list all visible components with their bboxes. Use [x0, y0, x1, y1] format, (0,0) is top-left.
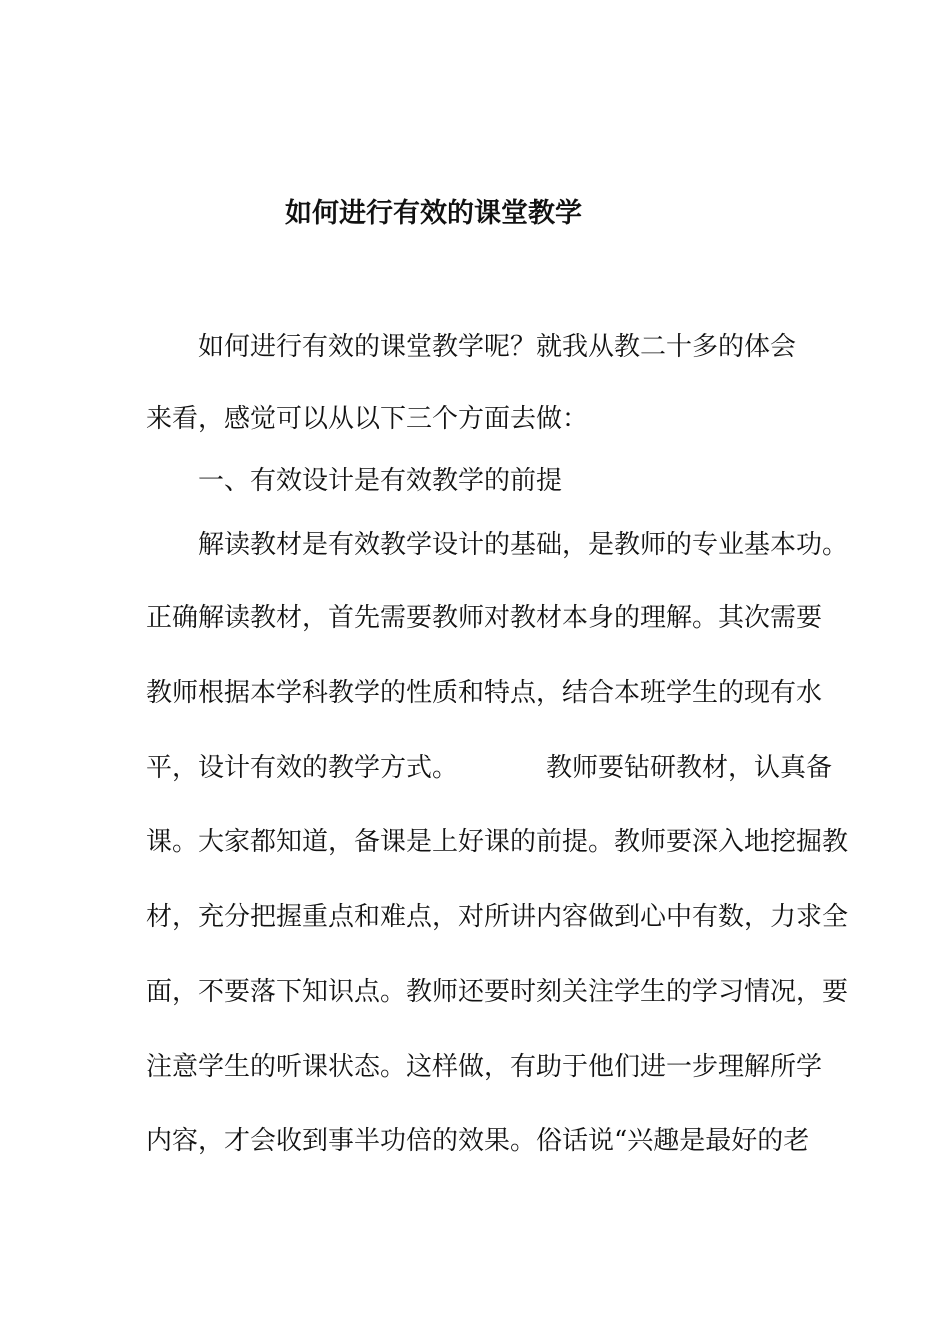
- paragraph-line-7: 课。大家都知道，备课是上好课的前提。教师要深入地挖掘教: [146, 827, 849, 857]
- paragraph-line-3: 解读教材是有效教学设计的基础，是教师的专业基本功。: [198, 530, 849, 560]
- paragraph-line-10: 注意学生的听课状态。这样做，有助于他们进一步理解所学: [146, 1052, 823, 1082]
- paragraph-line-9: 面，不要落下知识点。教师还要时刻关注学生的学习情况，要: [146, 977, 849, 1007]
- paragraph-line-1: 如何进行有效的课堂教学呢？就我从教二十多的体会: [198, 332, 797, 362]
- paragraph-line-2: 来看，感觉可以从以下三个方面去做：: [146, 404, 589, 434]
- paragraph-line-4: 正确解读教材，首先需要教师对教材本身的理解。其次需要: [146, 603, 823, 633]
- paragraph-line-5: 教师根据本学科教学的性质和特点，结合本班学生的现有水: [146, 678, 823, 708]
- paragraph-line-6: [146, 751, 832, 785]
- paragraph-line-8: 材，充分把握重点和难点，对所讲内容做到心中有数，力求全: [146, 902, 849, 932]
- section-heading-1: 一、有效设计是有效教学的前提: [198, 466, 563, 496]
- document-title: 如何进行有效的课堂教学: [285, 198, 582, 229]
- paragraph-line-11: 内容，才会收到事半功倍的效果。俗话说“兴趣是最好的老: [146, 1126, 810, 1156]
- paragraph-line-6-start: 平，设计有效的教学方式。: [146, 753, 459, 783]
- paragraph-line-6-end: 教师要钻研教材，认真备: [546, 753, 833, 783]
